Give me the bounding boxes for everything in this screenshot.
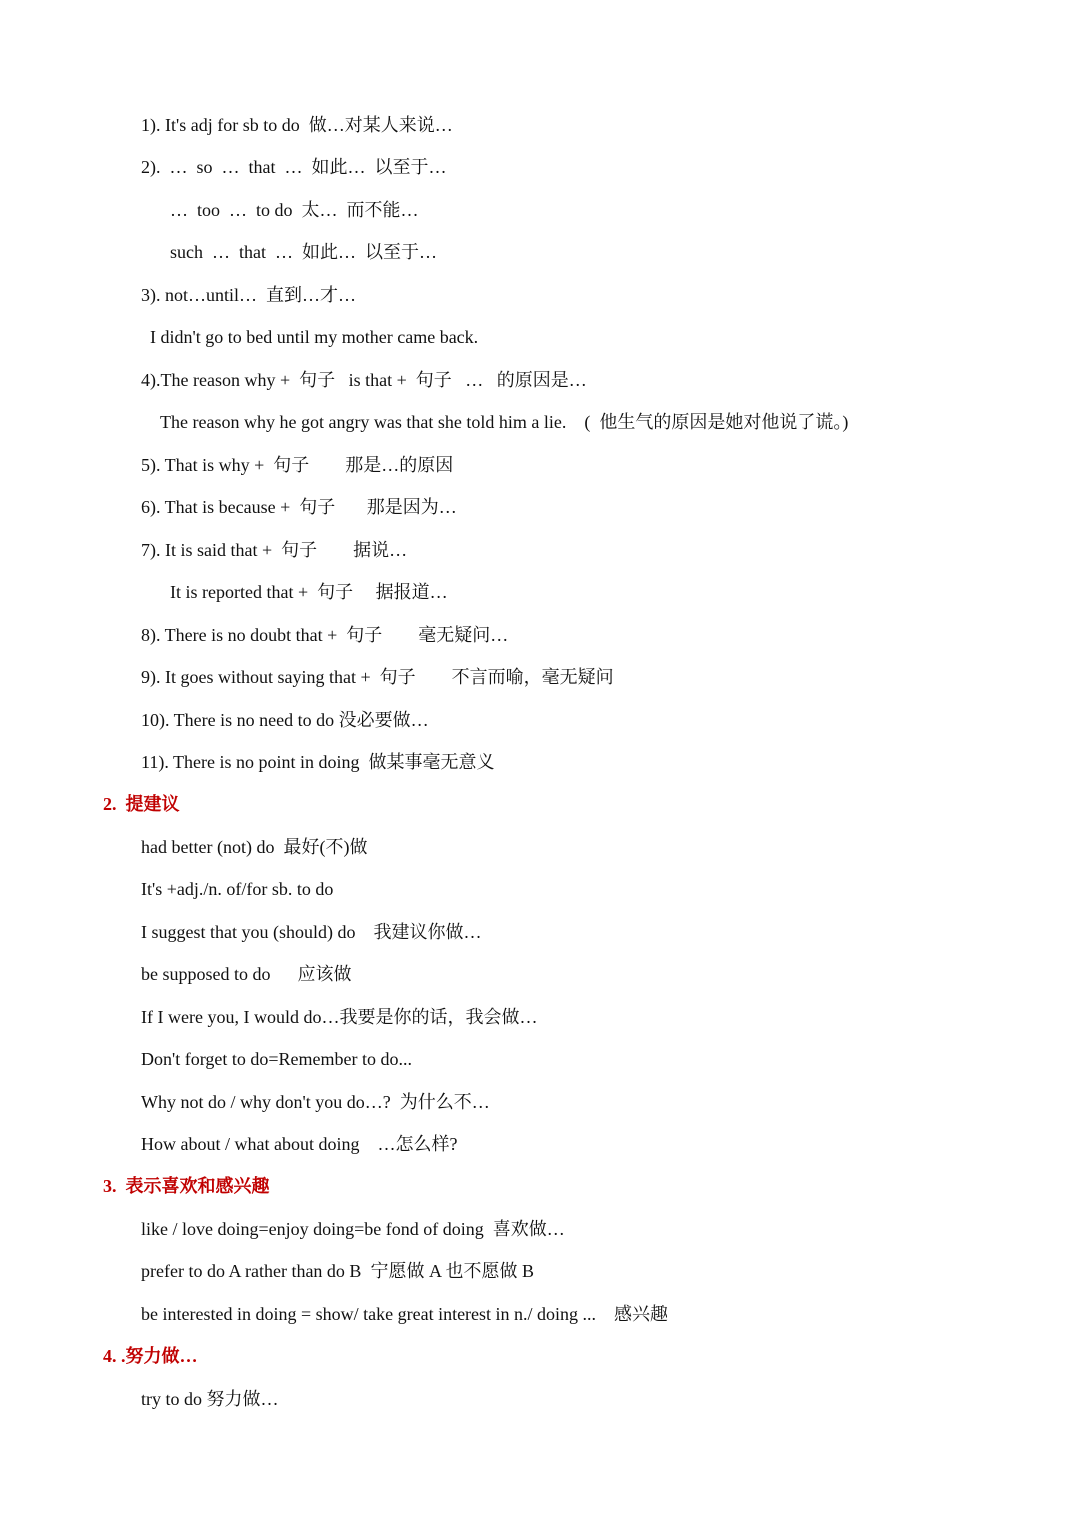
suggestion-item: had better (not) do 最好(不)做	[141, 837, 368, 857]
suggestion-item: I suggest that you (should) do 我建议你做…	[141, 922, 482, 942]
sentence-pattern-line: 6). That is because + 句子 那是因为…	[141, 497, 457, 517]
sentence-pattern-line: It is reported that + 句子 据报道…	[170, 582, 448, 602]
sentence-pattern-line: 7). It is said that + 句子 据说…	[141, 540, 408, 560]
suggestion-item: Don't forget to do=Remember to do...	[141, 1049, 413, 1069]
likes-item: prefer to do A rather than do B 宁愿做 A 也不愿做 B	[141, 1261, 534, 1281]
suggestion-item: be supposed to do 应该做	[141, 964, 352, 984]
sentence-pattern-line: 10). There is no need to do 没必要做…	[141, 710, 429, 730]
suggestion-item: It's +adj./n. of/for sb. to do	[141, 879, 334, 899]
example-sentence: The reason why he got angry was that she told him a lie. ( 他生气的原因是她对他说了谎。)	[160, 412, 849, 432]
sentence-pattern-line: 8). There is no doubt that + 句子 毫无疑问…	[141, 625, 509, 645]
sentence-pattern-line: 2). … so … that … 如此… 以至于…	[141, 157, 447, 177]
sentence-pattern-line: 1). It's adj for sb to do 做…对某人来说…	[141, 115, 453, 135]
sentence-pattern-line: 5). That is why + 句子 那是…的原因	[141, 455, 454, 475]
section-heading-suggestions: 2. 提建议	[103, 794, 180, 814]
likes-item: like / love doing=enjoy doing=be fond of doing 喜欢做…	[141, 1219, 565, 1239]
section-heading-likes-interests: 3. 表示喜欢和感兴趣	[103, 1176, 270, 1196]
sentence-pattern-line: such … that … 如此… 以至于…	[170, 242, 437, 262]
sentence-pattern-line: … too … to do 太… 而不能…	[170, 200, 419, 220]
sentence-pattern-line: 11). There is no point in doing 做某事毫无意义	[141, 752, 495, 772]
suggestion-item: Why not do / why don't you do…? 为什么不…	[141, 1092, 490, 1112]
likes-item: be interested in doing = show/ take great interest in n./ doing ... 感兴趣	[141, 1304, 669, 1324]
suggestion-item: How about / what about doing …怎么样?	[141, 1134, 458, 1154]
sentence-pattern-line: 9). It goes without saying that + 句子 不言而喻，毫无疑问	[141, 667, 614, 687]
sentence-pattern-line: 4).The reason why + 句子 is that + 句子 … 的原因是…	[141, 370, 587, 390]
suggestion-item: If I were you, I would do…我要是你的话，我会做…	[141, 1007, 538, 1027]
sentence-pattern-line: 3). not…until… 直到…才…	[141, 285, 356, 305]
example-sentence: I didn't go to bed until my mother came back.	[150, 327, 479, 347]
effort-item: try to do 努力做…	[141, 1389, 279, 1409]
section-heading-effort: 4. .努力做…	[103, 1346, 198, 1366]
